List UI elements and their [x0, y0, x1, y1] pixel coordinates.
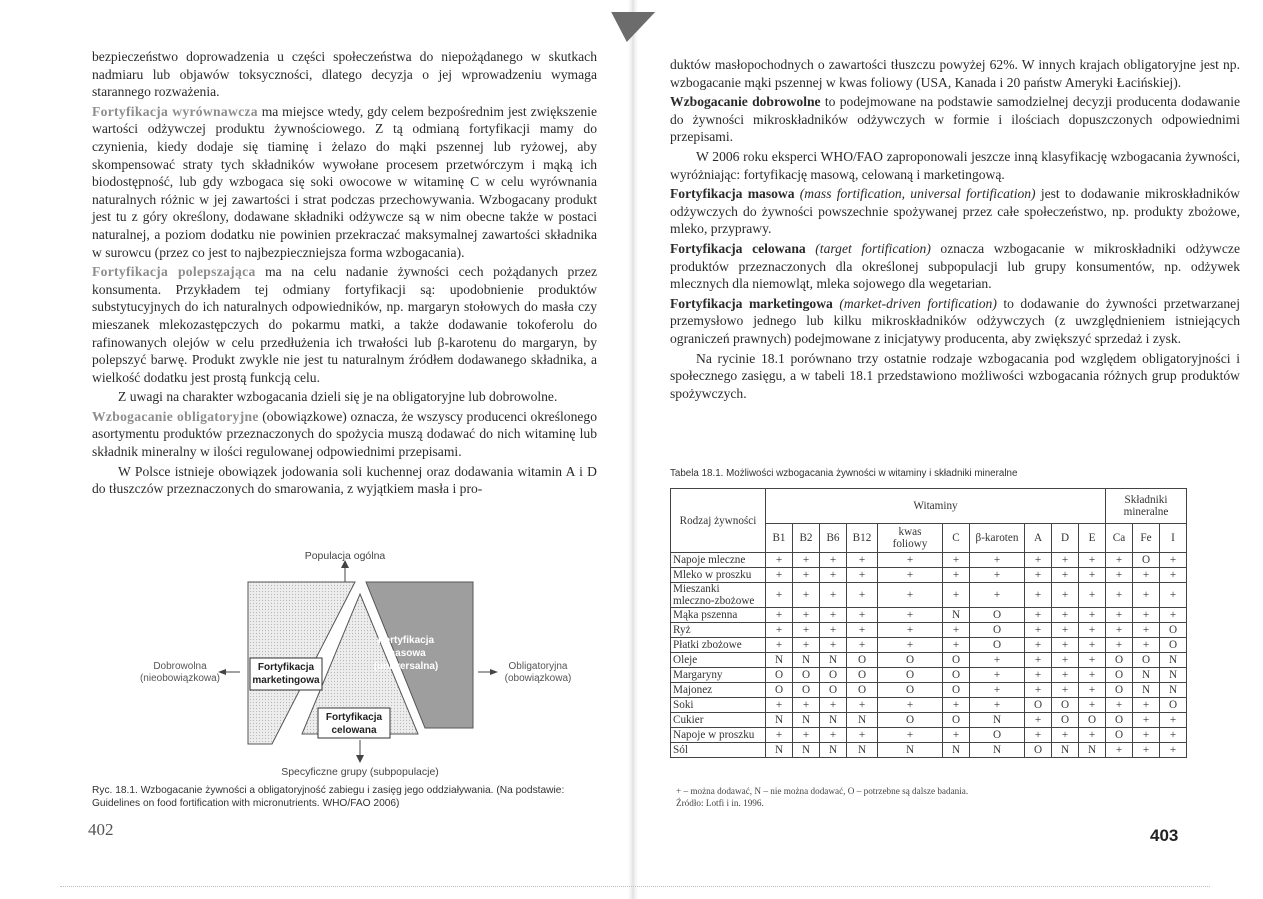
- table-cell: O: [1106, 713, 1133, 728]
- table-cell: +: [847, 568, 878, 583]
- table-cell: +: [1133, 728, 1160, 743]
- table-cell: +: [943, 638, 970, 653]
- paragraph-text: W Polsce istnieje obowiązek jodowania soli kuchennej oraz dodawania witamin A i D do tłuszczów przeznaczonych do smarowania, z wyjątkiem masła i pro-: [92, 463, 597, 497]
- table-cell: +: [847, 553, 878, 568]
- table-column-header: A: [1025, 524, 1052, 553]
- paragraph: [92, 263, 597, 386]
- label-mandatory-1: Obligatoryjna: [508, 661, 568, 672]
- table-cell: +: [1079, 568, 1106, 583]
- paragraph-text: (obowiązkowe) oznacza, że wszyscy producenci określonego asortymentu produktów przeznaczonych do spożycia muszą dodawać do nich witaminę lub składnik mineralny w ilości regulowanej odpowiednimi przepisami.: [92, 408, 597, 460]
- table-cell: +: [1025, 553, 1052, 568]
- table-row: [671, 728, 1187, 743]
- label-specific-groups: Specyficzne grupy (subpopulacje): [281, 766, 439, 778]
- paragraph: [92, 103, 597, 261]
- table-column-header: Ca: [1106, 524, 1133, 553]
- paragraph-text: to dodawanie do żywności przetwarzanej przemysłowo jednego lub kilku mikroskładników odżywczych (z uwzględnieniem istniejących ograniczeń prawnych) podejmowane z inicjatywy producenta, aby zwiększyć sprzedaż i zysk.: [670, 295, 1240, 346]
- table-cell: +: [847, 728, 878, 743]
- table-cell: O: [943, 653, 970, 668]
- arrow-right-head: [490, 669, 498, 675]
- table-cell: +: [820, 638, 847, 653]
- table-footnote: [676, 786, 1236, 809]
- table-cell: O: [970, 608, 1025, 623]
- table-cell: O: [766, 683, 793, 698]
- table-cell: +: [1079, 623, 1106, 638]
- table-cell: O: [766, 668, 793, 683]
- table-cell: N: [1160, 653, 1187, 668]
- table-cell: +: [793, 698, 820, 713]
- defined-term: Wzbogacanie dobrowolne: [670, 94, 821, 110]
- table-cell: +: [1052, 608, 1079, 623]
- table-cell: +: [878, 623, 943, 638]
- table-cell: +: [1106, 583, 1133, 608]
- table-cell: +: [943, 583, 970, 608]
- table-cell: O: [820, 683, 847, 698]
- table-cell: N: [820, 713, 847, 728]
- paragraph-text: bezpieczeństwo doprowadzenia u części społeczeństwa do niepożądanego w skutkach nadmiaru lub objawów toksyczności, dlatego decyzja o jej wprowadzeniu wymaga starannego rozważenia.: [92, 49, 597, 100]
- table-row: [671, 653, 1187, 668]
- table-column-header: B6: [820, 524, 847, 553]
- right-page: [632, 0, 1263, 899]
- table-cell: +: [1133, 608, 1160, 623]
- table-row: [671, 553, 1187, 568]
- table-cell: +: [1133, 638, 1160, 653]
- table-cell: +: [766, 623, 793, 638]
- figure-18-1: [120, 548, 580, 780]
- table-row: [671, 608, 1187, 623]
- table-cell: O: [1025, 698, 1052, 713]
- table-group-minerals: Składniki mineralne: [1106, 489, 1187, 524]
- table-cell: +: [793, 568, 820, 583]
- table-cell: +: [1106, 608, 1133, 623]
- box-marketing-line2: marketingowa: [252, 675, 320, 686]
- paragraph-text: ma miejsce wtedy, gdy celem bezpośrednim jest zwiększenie wartości odżywczej produktu żywnościowego. Z tą odmianą fortyfikacji mamy do czynienia, kiedy dodaje się tiaminę i żelazo do mąki pszennej lub ryżowej, aby skompensować straty tych składników wywołane procesem przetwórczym i mąką ich biodostępność, lub gdy wzbogaca się soki owocowe w witaminę C w celu wyrównania naturalnych różnic w jej zawartości i strat podczas przechowywania. Wzbogacany produkt jest tu z góry określony, dodawane składniki odżywcze są w nim obecne także w postaci naturalnej, a poziom dodatku nie powinien przekraczać maksymalnej zawartości składnika w surowcu (przez co jest to najbezpieczniejsza forma wzbogacania).: [92, 103, 597, 260]
- table-group-vitamins: Witaminy: [766, 489, 1106, 524]
- table-cell: +: [1052, 728, 1079, 743]
- table-cell: N: [766, 743, 793, 758]
- table-cell: +: [970, 698, 1025, 713]
- table-row: [671, 713, 1187, 728]
- table-column-header: B12: [847, 524, 878, 553]
- table-column-header: C: [943, 524, 970, 553]
- paragraph-text: Na rycinie 18.1 porównano trzy ostatnie rodzaje wzbogacania pod względem obligatoryjności i społecznego zasięgu, a w tabeli 18.1 przedstawiono możliwości wzbogacania różnych grup produktów spożywczych.: [670, 350, 1240, 401]
- table-cell: O: [878, 653, 943, 668]
- table-cell: +: [1052, 668, 1079, 683]
- box-mass-line1: Fortyfikacja: [377, 635, 435, 646]
- table-cell: +: [820, 608, 847, 623]
- paragraph: [92, 408, 597, 461]
- table-cell: +: [1079, 683, 1106, 698]
- table-cell: +: [1025, 668, 1052, 683]
- table-cell: O: [820, 668, 847, 683]
- table-cell: +: [1025, 568, 1052, 583]
- table-cell: +: [1106, 553, 1133, 568]
- table-row-label: Mieszanki mleczno-zbożowe: [671, 583, 766, 608]
- table-column-header: B1: [766, 524, 793, 553]
- paragraph: [670, 295, 1240, 348]
- table-cell: +: [878, 583, 943, 608]
- table-cell: O: [847, 653, 878, 668]
- table-cell: +: [943, 553, 970, 568]
- table-cell: +: [878, 608, 943, 623]
- table-column-header: Fe: [1133, 524, 1160, 553]
- paragraph: [92, 48, 597, 101]
- table-cell: +: [766, 638, 793, 653]
- table-cell: +: [970, 668, 1025, 683]
- left-page-text: [92, 48, 597, 500]
- table-cell: N: [793, 653, 820, 668]
- table-row-label: Oleje: [671, 653, 766, 668]
- table-cell: N: [820, 653, 847, 668]
- table-cell: +: [1052, 653, 1079, 668]
- table-row-label: Napoje mleczne: [671, 553, 766, 568]
- table-cell: +: [1079, 608, 1106, 623]
- scan-edge-noise: [60, 886, 1210, 887]
- table-row-label: Soki: [671, 698, 766, 713]
- table-row: [671, 668, 1187, 683]
- table-row: [671, 698, 1187, 713]
- paragraph-text: Z uwagi na charakter wzbogacania dzieli się je na obligatoryjne lub dobrowolne.: [118, 389, 558, 405]
- table-cell: +: [847, 698, 878, 713]
- arrow-down-head: [356, 755, 364, 763]
- table-cell: O: [878, 668, 943, 683]
- table-cell: +: [820, 568, 847, 583]
- page-number-right: 403: [1150, 826, 1179, 845]
- table-cell: +: [820, 553, 847, 568]
- table-cell: +: [1133, 713, 1160, 728]
- table-cell: +: [1025, 653, 1052, 668]
- table-cell: +: [943, 623, 970, 638]
- table-cell: +: [1106, 623, 1133, 638]
- table-cell: +: [970, 583, 1025, 608]
- table-cell: O: [1106, 683, 1133, 698]
- table-cell: +: [820, 623, 847, 638]
- table-cell: +: [1025, 728, 1052, 743]
- table-row: [671, 683, 1187, 698]
- table-cell: +: [1106, 743, 1133, 758]
- table-cell: N: [943, 743, 970, 758]
- label-general-population: Populacja ogólna: [304, 550, 386, 562]
- table-cell: +: [820, 728, 847, 743]
- table-cell: +: [1079, 698, 1106, 713]
- table-cell: O: [1106, 728, 1133, 743]
- table-cell: +: [820, 583, 847, 608]
- table-cell: O: [1160, 638, 1187, 653]
- paragraph-text: duktów masłopochodnych o zawartości tłuszczu powyżej 62%. W innych krajach obligatoryjne jest np. wzbogacanie mąki pszennej w kwas foliowy (USA, Kanada i 20 państw Ameryki Łacińskiej).: [670, 57, 1240, 90]
- label-voluntary-1: Dobrowolna: [153, 661, 207, 672]
- defined-term: Fortyfikacja polepszająca: [92, 264, 256, 280]
- table-cell: O: [847, 668, 878, 683]
- table-row-label: Mleko w proszku: [671, 568, 766, 583]
- table-cell: +: [1160, 713, 1187, 728]
- table-cell: +: [766, 608, 793, 623]
- table-cell: +: [766, 568, 793, 583]
- table-cell: O: [1160, 698, 1187, 713]
- english-term: (mass fortification, universal fortification): [799, 186, 1036, 202]
- paragraph: [92, 463, 597, 498]
- paragraph-text: W 2006 roku eksperci WHO/FAO zaproponowali jeszcze inną klasyfikację wzbogacania żywności, wyróżniając: fortyfikację masową, celowaną i marketingową.: [670, 148, 1240, 182]
- table-cell: +: [1106, 698, 1133, 713]
- table-cell: N: [1079, 743, 1106, 758]
- table-cell: +: [1160, 608, 1187, 623]
- paragraph: [670, 240, 1240, 293]
- table-cell: +: [847, 608, 878, 623]
- table-cell: O: [1106, 668, 1133, 683]
- table-row-header: Rodzaj żywności: [671, 489, 766, 553]
- table-cell: +: [793, 608, 820, 623]
- defined-term: Wzbogacanie obligatoryjne: [92, 408, 259, 424]
- table-cell: +: [1133, 568, 1160, 583]
- box-target-line1: Fortyfikacja: [325, 712, 383, 723]
- defined-term: Fortyfikacja marketingowa: [670, 295, 833, 311]
- table-cell: +: [1052, 623, 1079, 638]
- table-row-label: Majonez: [671, 683, 766, 698]
- table-cell: O: [970, 728, 1025, 743]
- table-cell: +: [847, 583, 878, 608]
- paragraph: [670, 93, 1240, 146]
- english-term: (target fortification): [815, 240, 931, 256]
- defined-term: Fortyfikacja wyrównawcza: [92, 103, 258, 119]
- paragraph: [670, 56, 1240, 91]
- table-cell: +: [793, 638, 820, 653]
- table-row-label: Mąka pszenna: [671, 608, 766, 623]
- table-row-label: Płatki zbożowe: [671, 638, 766, 653]
- table-column-header: B2: [793, 524, 820, 553]
- table-cell: +: [970, 568, 1025, 583]
- table-cell: +: [1052, 553, 1079, 568]
- table-cell: N: [970, 713, 1025, 728]
- table-cell: N: [878, 743, 943, 758]
- table-cell: O: [1133, 553, 1160, 568]
- table-cell: +: [1133, 583, 1160, 608]
- paragraph: [670, 185, 1240, 238]
- table-row-label: Ryż: [671, 623, 766, 638]
- right-page-text: [670, 56, 1240, 404]
- table-cell: +: [1025, 638, 1052, 653]
- table-cell: +: [793, 728, 820, 743]
- table-cell: +: [793, 583, 820, 608]
- table-cell: +: [943, 568, 970, 583]
- table-cell: O: [970, 623, 1025, 638]
- table-cell: +: [847, 623, 878, 638]
- table-row-label: Margaryny: [671, 668, 766, 683]
- table-cell: +: [1079, 653, 1106, 668]
- table-cell: O: [793, 683, 820, 698]
- box-mass-line2: masowa: [386, 648, 426, 659]
- table-row-label: Napoje w proszku: [671, 728, 766, 743]
- table-column-header: I: [1160, 524, 1187, 553]
- paragraph: [670, 350, 1240, 403]
- table-cell: +: [1106, 568, 1133, 583]
- table-cell: +: [970, 653, 1025, 668]
- table-cell: +: [1160, 743, 1187, 758]
- table-cell: +: [1052, 638, 1079, 653]
- table-cell: N: [766, 713, 793, 728]
- table-caption: Tabela 18.1. Możliwości wzbogacania żywności w witaminy i składniki mineralne: [670, 468, 1018, 479]
- table-cell: +: [1052, 568, 1079, 583]
- table-cell: +: [1025, 608, 1052, 623]
- table-cell: +: [847, 638, 878, 653]
- table-cell: N: [1160, 683, 1187, 698]
- table-cell: +: [943, 728, 970, 743]
- table-cell: N: [1133, 668, 1160, 683]
- table-cell: N: [793, 713, 820, 728]
- table-cell: +: [793, 623, 820, 638]
- fortification-diagram: [120, 548, 580, 780]
- paragraph-text: oznacza wzbogacanie w mikroskładniki odżywcze produktów przeznaczonych dla określonej subpopulacji lub grupy konsumentów, np. odżywek mlecznych dla niemowląt, mleka sojowego dla wegetarian.: [670, 240, 1240, 292]
- fortification-table: [670, 488, 1187, 758]
- table-cell: O: [943, 713, 970, 728]
- table-cell: +: [766, 698, 793, 713]
- table-cell: O: [943, 668, 970, 683]
- table-cell: N: [820, 743, 847, 758]
- table-cell: +: [1133, 698, 1160, 713]
- table-source: Źródło: Lotfi i in. 1996.: [676, 797, 764, 808]
- table-row: [671, 623, 1187, 638]
- table-column-header: kwas foliowy: [878, 524, 943, 553]
- table-cell: +: [943, 698, 970, 713]
- table-cell: +: [1160, 568, 1187, 583]
- table-cell: +: [1025, 623, 1052, 638]
- paragraph: [92, 388, 597, 406]
- defined-term: Fortyfikacja celowana: [670, 240, 806, 256]
- table-cell: +: [1052, 583, 1079, 608]
- table-cell: O: [1106, 653, 1133, 668]
- table-cell: N: [793, 743, 820, 758]
- table-cell: O: [878, 713, 943, 728]
- table-cell: N: [847, 713, 878, 728]
- figure-caption: Ryc. 18.1. Wzbogacanie żywności a obligatoryjność zabiegu i zasięg jego oddziaływania. (Na podstawie: Guidelines on food fortification with micronutrients. WHO/FAO 2006): [92, 785, 565, 809]
- table-cell: N: [1160, 668, 1187, 683]
- table-cell: +: [1025, 713, 1052, 728]
- table-cell: O: [847, 683, 878, 698]
- table-cell: +: [1133, 743, 1160, 758]
- table-cell: +: [1160, 728, 1187, 743]
- table-cell: +: [1160, 553, 1187, 568]
- table-cell: +: [878, 553, 943, 568]
- table-cell: O: [1079, 713, 1106, 728]
- table-cell: +: [970, 553, 1025, 568]
- table-row: [671, 638, 1187, 653]
- table-cell: O: [1025, 743, 1052, 758]
- table-row: [671, 743, 1187, 758]
- paragraph-text: jest to dodawanie mikroskładników odżywczych do żywności powszechnie spożywanej przez całe społeczeństwo, np. produkty zbożowe, mleko, przyprawy.: [670, 186, 1240, 237]
- table-cell: +: [766, 728, 793, 743]
- table-cell: O: [1160, 623, 1187, 638]
- box-target-line2: celowana: [331, 725, 377, 736]
- box-mass-line3: (uniwersalna): [373, 661, 439, 672]
- table-cell: O: [878, 683, 943, 698]
- table-cell: +: [793, 553, 820, 568]
- table-cell: +: [820, 698, 847, 713]
- table-column-header: β-karoten: [970, 524, 1025, 553]
- table-cell: +: [878, 568, 943, 583]
- table-legend: + – można dodawać, N – nie można dodawać, O – potrzebne są dalsze badania.: [676, 786, 969, 796]
- table-cell: +: [1133, 623, 1160, 638]
- table-cell: +: [766, 583, 793, 608]
- table-row-label: Cukier: [671, 713, 766, 728]
- table-cell: +: [1079, 668, 1106, 683]
- paragraph: [670, 148, 1240, 183]
- table-cell: +: [1025, 683, 1052, 698]
- table-cell: N: [943, 608, 970, 623]
- table-cell: +: [878, 728, 943, 743]
- table-cell: +: [1079, 583, 1106, 608]
- table-cell: +: [766, 553, 793, 568]
- table-cell: N: [970, 743, 1025, 758]
- table-cell: O: [1052, 698, 1079, 713]
- table-row-label: Sól: [671, 743, 766, 758]
- table-cell: N: [766, 653, 793, 668]
- table-row: [671, 568, 1187, 583]
- table-cell: O: [1052, 713, 1079, 728]
- label-voluntary-2: (nieobowiązkowa): [139, 673, 221, 684]
- table-cell: O: [943, 683, 970, 698]
- table-cell: +: [1079, 728, 1106, 743]
- defined-term: Fortyfikacja masowa: [670, 186, 795, 202]
- table-cell: +: [878, 638, 943, 653]
- table-cell: O: [793, 668, 820, 683]
- page-number-left: 402: [88, 820, 114, 839]
- table-cell: +: [970, 683, 1025, 698]
- box-marketing-line1: Fortyfikacja: [257, 662, 315, 673]
- table-column-header: E: [1079, 524, 1106, 553]
- table-cell: +: [1025, 583, 1052, 608]
- table-row: [671, 583, 1187, 608]
- table-cell: +: [1079, 638, 1106, 653]
- table-cell: N: [1133, 683, 1160, 698]
- table-cell: N: [847, 743, 878, 758]
- table-column-header: D: [1052, 524, 1079, 553]
- table-cell: +: [1106, 638, 1133, 653]
- paragraph-text: to podejmowane na podstawie samodzielnej decyzji producenta dodawanie do żywności mikroskładników odżywczych w formie i ilościach dopuszczonych odpowiednimi przepisami.: [670, 94, 1241, 145]
- table-cell: +: [1079, 553, 1106, 568]
- table-cell: +: [878, 698, 943, 713]
- table-cell: N: [1052, 743, 1079, 758]
- table-cell: O: [970, 638, 1025, 653]
- table-cell: O: [1133, 653, 1160, 668]
- paragraph-text: ma na celu nadanie żywności cech pożądanych przez konsumenta. Przykładem tej odmiany fortyfikacji są: upodobnienie produktów substytucyjnych do ich naturalnych odpowiedników, np. margaryn stołowych do masła czy mieszanek mlekozastępczych do pokarmu matki, a także dodawanie tokoferolu do rafinowanych olejów w celu przedłużenia ich trwałości lub β-karotenu do margaryn, by polepszyć barwę. Produkt zwykle nie jest tu naturalnym źródłem dodawanego składnika, a wielkość dodatku jest prostą funkcją celu.: [92, 264, 597, 385]
- english-term: (market-driven fortification): [839, 295, 997, 311]
- table-cell: +: [1052, 683, 1079, 698]
- label-mandatory-2: (obowiązkowa): [504, 673, 572, 684]
- table-cell: +: [1160, 583, 1187, 608]
